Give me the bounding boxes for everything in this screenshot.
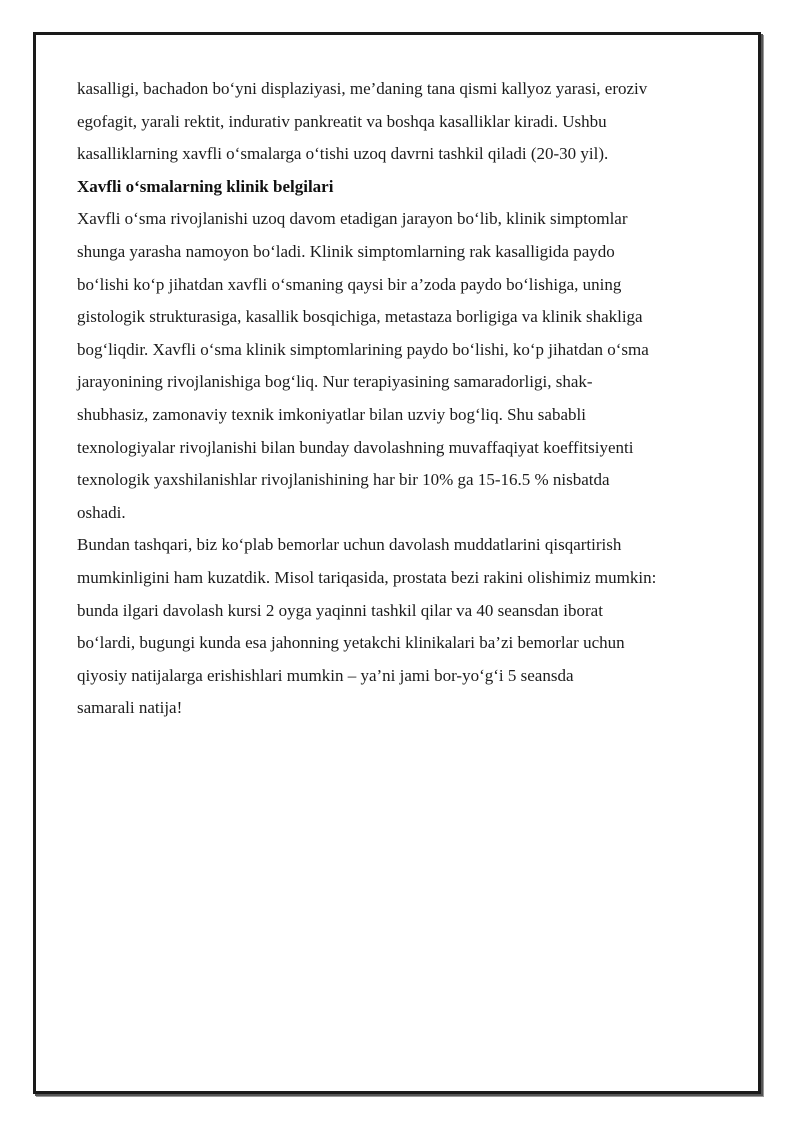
- text-line: bunda ilgari davolash kursi 2 oyga yaqinni tashkil qilar va 40 seansdan iborat: [77, 600, 603, 620]
- text-line: Bundan tashqari, biz ko‘plab bemorlar uchun davolash muddatlarini qisqartirish: [77, 535, 622, 555]
- text-line: bog‘liqdir. Xavfli o‘sma klinik simptomlarining paydo bo‘lishi, ko‘p jihatdan o‘sma: [77, 339, 649, 359]
- text-line: samarali natija!: [77, 698, 183, 718]
- text-line: kasalligi, bachadon bo‘yni displaziyasi, me’daning tana qismi kallyoz yarasi, eroziv: [77, 79, 648, 98]
- text-line: egofagit, yarali rektit, indurativ pankreatit va boshqa kasalliklar kiradi. Ushbu: [77, 111, 607, 131]
- text-line: bo‘lardi, bugungi kunda esa jahonning yetakchi klinikalari ba’zi bemorlar uchun: [77, 633, 625, 653]
- text-line: bo‘lishi ko‘p jihatdan xavfli o‘smaning qaysi bir a’zoda paydo bo‘lishiga, uning: [77, 274, 622, 294]
- text-line: jarayonining rivojlanishiga bog‘liq. Nur terapiyasining samaradorligi, shak-: [77, 372, 593, 392]
- section-heading: Xavfli o‘smalarning klinik belgilari: [77, 176, 334, 196]
- document-body: [77, 73, 727, 725]
- text-line: shunga yarasha namoyon bo‘ladi. Klinik simptomlarning rak kasalligida paydo: [77, 241, 615, 261]
- text-line: oshadi.: [77, 502, 126, 522]
- text-line: Xavfli o‘sma rivojlanishi uzoq davom etadigan jarayon bo‘lib, klinik simptomlar: [77, 209, 628, 229]
- text-line: shubhasiz, zamonaviy texnik imkoniyatlar bilan uzviy bog‘liq. Shu sababli: [77, 404, 586, 424]
- text-line: gistologik strukturasiga, kasallik bosqichiga, metastaza borligiga va klinik shakliga: [77, 307, 643, 327]
- text-line: qiyosiy natijalarga erishishlari mumkin – ya’ni jami bor-yo‘g‘i 5 seansda: [77, 665, 574, 685]
- text-line: mumkinligini ham kuzatdik. Misol tariqasida, prostata bezi rakini olishimiz mumkin:: [77, 567, 657, 587]
- text-line: texnologiyalar rivojlanishi bilan bunday davolashning muvaffaqiyat koeffitsiyenti: [77, 437, 634, 457]
- text-line: kasalliklarning xavfli o‘smalarga o‘tishi uzoq davrni tashkil qiladi (20-30 yil).: [77, 144, 609, 164]
- text-line: texnologik yaxshilanishlar rivojlanishining har bir 10% ga 15-16.5 % nisbatda: [77, 470, 610, 490]
